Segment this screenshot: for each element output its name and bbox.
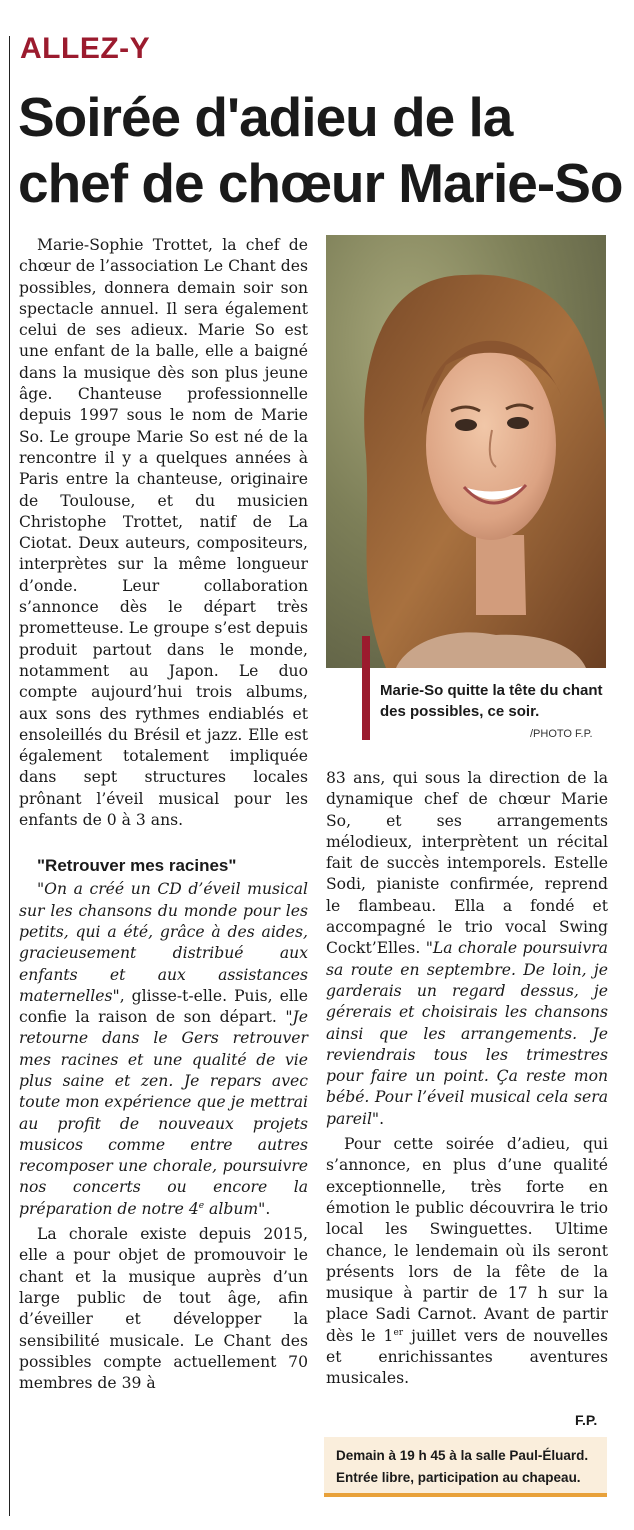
- column-rule: [9, 36, 10, 1516]
- paragraph-farewell: [326, 1134, 608, 1390]
- quote-attribution: , glisse-t-elle. Puis, elle confie la raison de son départ.: [19, 986, 308, 1027]
- subheading: "Retrouver mes racines": [37, 856, 237, 876]
- paragraph-quotes: [19, 879, 308, 1220]
- portrait-photo: [326, 235, 606, 668]
- ordinal-suffix: e: [198, 1200, 205, 1211]
- event-info-line-1: Demain à 19 h 45 à la salle Paul-Éluard.: [336, 1448, 589, 1463]
- headline-line-2: chef de chœur Marie-So: [18, 152, 623, 214]
- quote-departure-end: album": [204, 1199, 266, 1218]
- farewell-text-end: juillet vers de nouvelles et enrichissantes aventures musicales.: [326, 1326, 608, 1388]
- paragraph-intro: Marie-Sophie Trottet, la chef de chœur de l’association Le Chant des possibles, donnera demain soir son spectacle annuel. Il sera également celui de ses adieux. Marie So est une enfant de la balle, elle a baigné dans la musique dès son plus jeune âge. Chanteuse professionnelle depuis 1997 sous le nom de Marie So. Le groupe Marie So est né de la rencontre il y a quelques années à Paris entre la chanteuse, originaire de Toulouse, et du musicien Christophe Trottet, natif de La Ciotat. Deux auteurs, compositeurs, interprètes sur la même longueur d’onde. Leur collaboration s’annonce dès le départ très prometteuse. Le groupe s’est depuis produit partout dans le monde, notamment au Japon. Le duo compte aujourd’hui trois albums, aux sons des rythmes endiablés et ensoleillés du Brésil et jazz. Elle est également totalement impliquée dans sept structures locales prônant l’éveil musical pour les enfants de 0 à 3 ans.: [19, 236, 309, 830]
- headline: [18, 84, 628, 216]
- chorale-end-mark: .: [379, 1109, 385, 1128]
- quote-departure: "Je retourne dans le Gers retrouver mes racines et une qualité de vie plus saine et zen. Je repars avec toute mon expérience que je mettrai au profit de nouveaux projets musicos comme entre autres recomposer une chorale, poursuivre nos concerts ou encore la préparation de notre 4: [19, 1008, 308, 1218]
- photo-caption: Marie-So quitte la tête du chant des possibles, ce soir.: [380, 682, 603, 720]
- right-column: [326, 768, 608, 1390]
- section-kicker: ALLEZ-Y: [20, 32, 151, 65]
- headline-line-1: Soirée d'adieu de la: [18, 86, 513, 148]
- farewell-text: Pour cette soirée d’adieu, qui s’annonce, en plus d’une qualité exceptionnelle, très forte en émotion le public découvrira le trio local les Swinguettes. Ultime chance, le lendemain où ils seront présents lors de la fête de la musique à partir de 17 h sur la place Sadi Carnot. Avant de partir dès le 1: [326, 1135, 608, 1345]
- chorale-continued-text: 83 ans, qui sous la direction de la dynamique chef de chœur Marie So, et ses arrangements mélodieux, interprètent un récital fait de succès intemporels. Estelle Sodi, pianiste confirmée, reprend le flambeau. Ella a fondé et accompagné le trio vocal Swing Cockt’Elles.: [326, 769, 608, 958]
- paragraph-end-mark: .: [265, 1199, 271, 1218]
- author-signature: F.P.: [575, 1412, 598, 1428]
- quote-cd: "On a créé un CD d’éveil musical sur les chansons du monde pour les petits, qui a été, grâce à des aides, gracieusement distribué aux enfants et aux assistances maternelles": [19, 880, 308, 1005]
- portrait-illustration: [326, 235, 606, 668]
- event-info-line-2: Entrée libre, participation au chapeau.: [336, 1470, 581, 1485]
- photo-credit: /PHOTO F.P.: [530, 728, 593, 740]
- quote-future: "La chorale poursuivra sa route en septembre. De loin, je garderais un regard dessus, je gérerais et choisirais les chansons ainsi que les arrangements. Je reviendrais tous les trimestres pour faire un point. Ça reste mon bébé. Pour l’éveil musical cela sera pareil": [326, 939, 608, 1128]
- paragraph-chorale-continued: [326, 768, 608, 1130]
- paragraph-chorale: La chorale existe depuis 2015, elle a pour objet de promouvoir le chant et la musique auprès d’un large public de tout âge, afin d’éveiller et développer la sensibilité musicale. Le Chant des possibles compte actuellement 70 membres de 39 à: [19, 1225, 308, 1393]
- left-column: [19, 235, 308, 1394]
- event-info-box: [324, 1437, 607, 1497]
- caption-accent-bar: [362, 636, 370, 740]
- ordinal-suffix-er: er: [393, 1327, 404, 1338]
